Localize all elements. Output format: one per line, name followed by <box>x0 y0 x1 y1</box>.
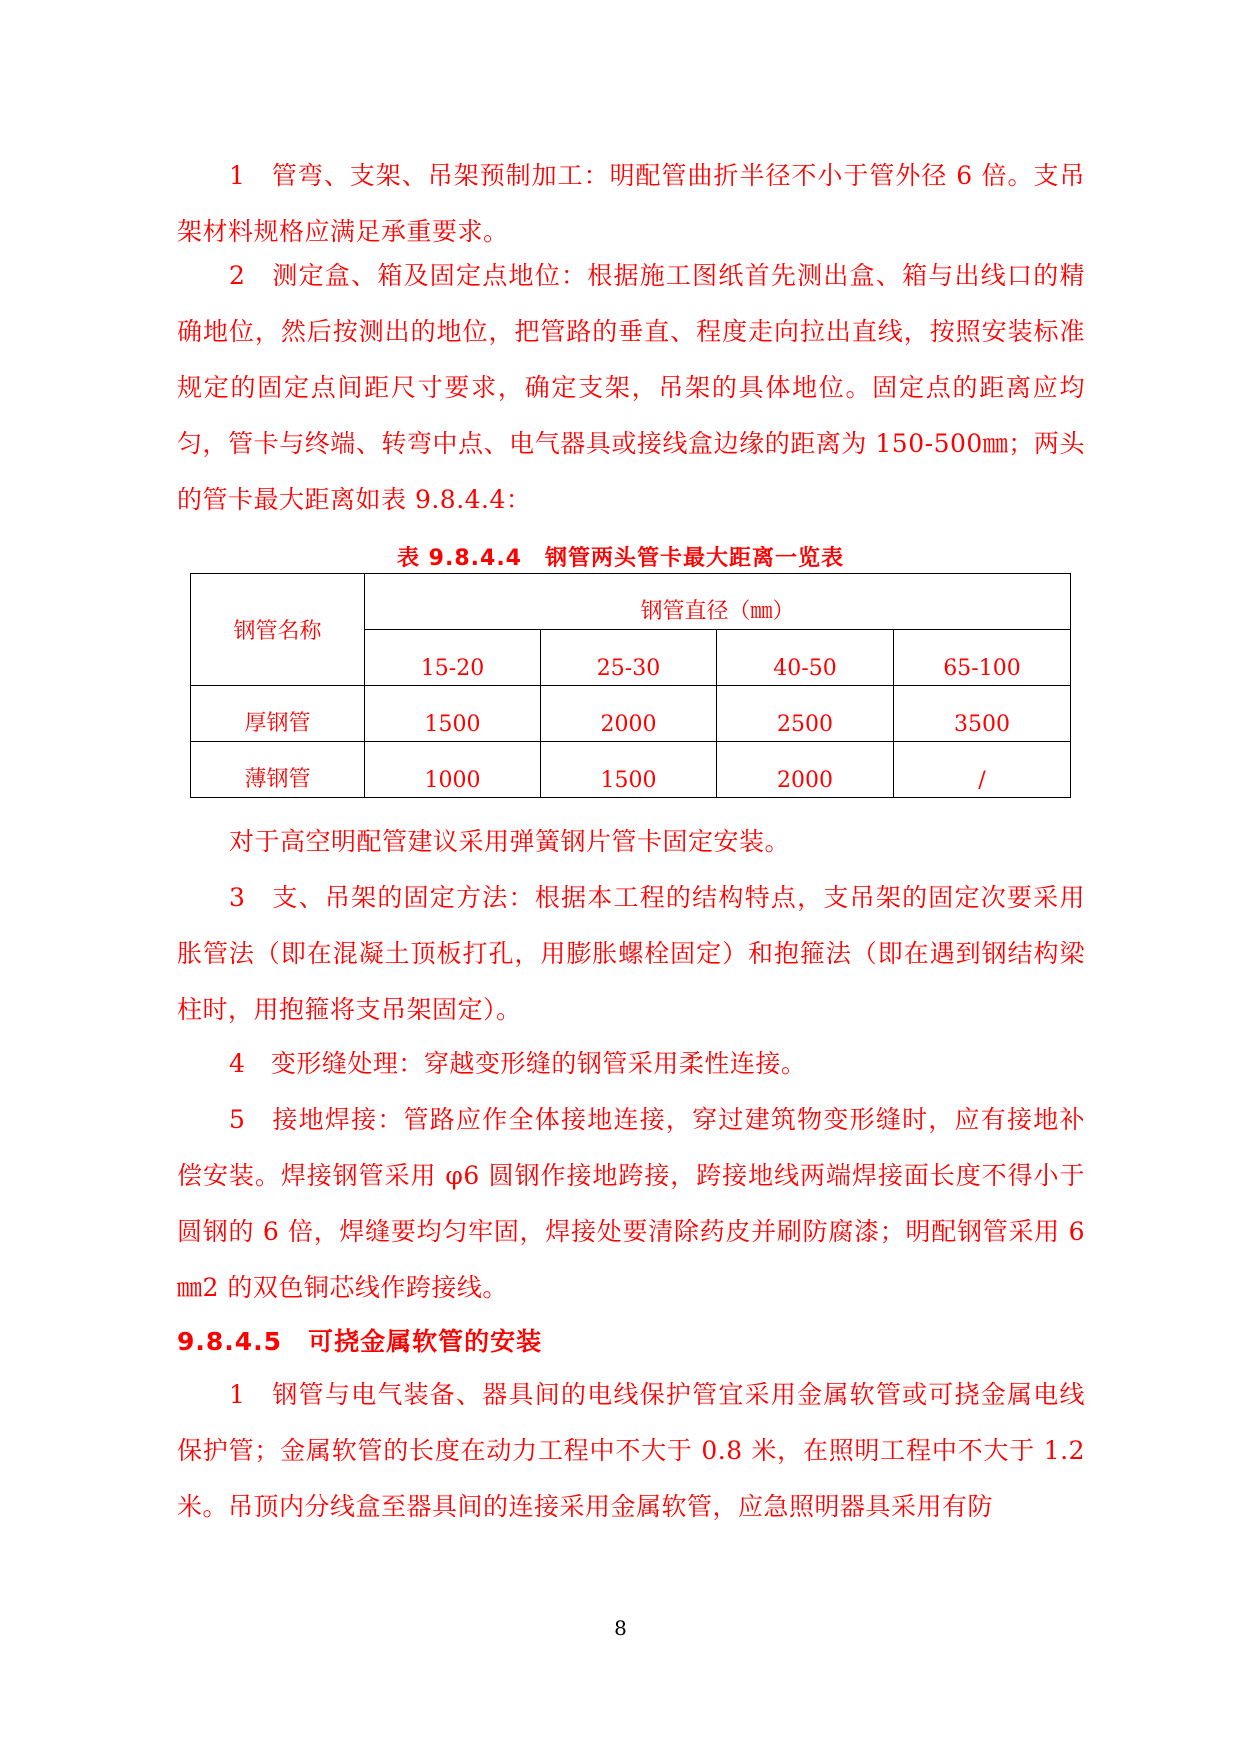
row-label: 薄钢管 <box>191 742 365 798</box>
table-row <box>191 742 1071 798</box>
paragraph-pipe-bending: 1 管弯、支架、吊架预制加工：明配管曲折半径不小于管外径 6 倍。支吊架材料规格应满足承重要求。 <box>177 161 1085 246</box>
table-cell: 2000 <box>541 686 717 742</box>
paragraph-high-altitude-note: 对于高空明配管建议采用弹簧钢片管卡固定安装。 <box>229 827 791 856</box>
table-cell: 2000 <box>717 742 894 798</box>
page-number: 8 <box>614 1616 627 1640</box>
header-pipe-diameter: 钢管直径（㎜） <box>365 574 1071 630</box>
header-diameter-cell: 25-30 <box>541 630 717 686</box>
table-cell: 1500 <box>365 686 541 742</box>
section-heading: 9.8.4.5 可挠金属软管的安装 <box>177 1327 543 1356</box>
paragraph-expansion-joint: 4 变形缝处理：穿越变形缝的钢管采用柔性连接。 <box>229 1049 807 1078</box>
row-label: 厚钢管 <box>191 686 365 742</box>
table-cell: 2500 <box>717 686 894 742</box>
header-diameter-cell: 40-50 <box>717 630 894 686</box>
clamp-distance-table <box>190 573 1071 798</box>
table-cell: 3500 <box>894 686 1071 742</box>
table-cell: 1000 <box>365 742 541 798</box>
header-diameter-cell: 15-20 <box>365 630 541 686</box>
paragraph-bracket-fixing-method: 3 支、吊架的固定方法：根据本工程的结构特点，支吊架的固定次要采用胀管法（即在混凝土顶板打孔，用膨胀螺栓固定）和抱箍法（即在遇到钢结构梁柱时，用抱箍将支吊架固定）。 <box>177 883 1085 1024</box>
table-cell: 1500 <box>541 742 717 798</box>
paragraph-flexible-conduit: 1 钢管与电气装备、器具间的电线保护管宜采用金属软管或可挠金属电线保护管；金属软管的长度在动力工程中不大于 0.8 米，在照明工程中不大于 1.2 米。吊顶内分线盒至器具间的连接采用金属软管，应急照明器具采用有防 <box>177 1380 1085 1521</box>
table-caption: 表 9.8.4.4 钢管两头管卡最大距离一览表 <box>397 546 844 571</box>
paragraph-fixing-point-position: 2 测定盒、箱及固定点地位：根据施工图纸首先测出盒、箱与出线口的精确地位，然后按测出的地位，把管路的垂直、程度走向拉出直线，按照安装标准规定的固定点间距尺寸要求，确定支架，吊架的具体地位。固定点的距离应均匀，管卡与终端、转弯中点、电气器具或接线盒边缘的距离为 150-500㎜；两头的管卡最大距离如表 9.8.4.4： <box>177 261 1085 514</box>
paragraph-grounding-welding: 5 接地焊接：管路应作全体接地连接，穿过建筑物变形缝时，应有接地补偿安装。焊接钢管采用 φ6 圆钢作接地跨接，跨接地线两端焊接面长度不得小于圆钢的 6 倍，焊缝要均匀牢固，焊接处要清除药皮并刷防腐漆；明配钢管采用 6㎜2 的双色铜芯线作跨接线。 <box>177 1105 1085 1302</box>
header-pipe-name: 钢管名称 <box>191 574 365 686</box>
header-diameter-cell: 65-100 <box>894 630 1071 686</box>
table-row <box>191 686 1071 742</box>
table-cell: / <box>894 742 1071 798</box>
